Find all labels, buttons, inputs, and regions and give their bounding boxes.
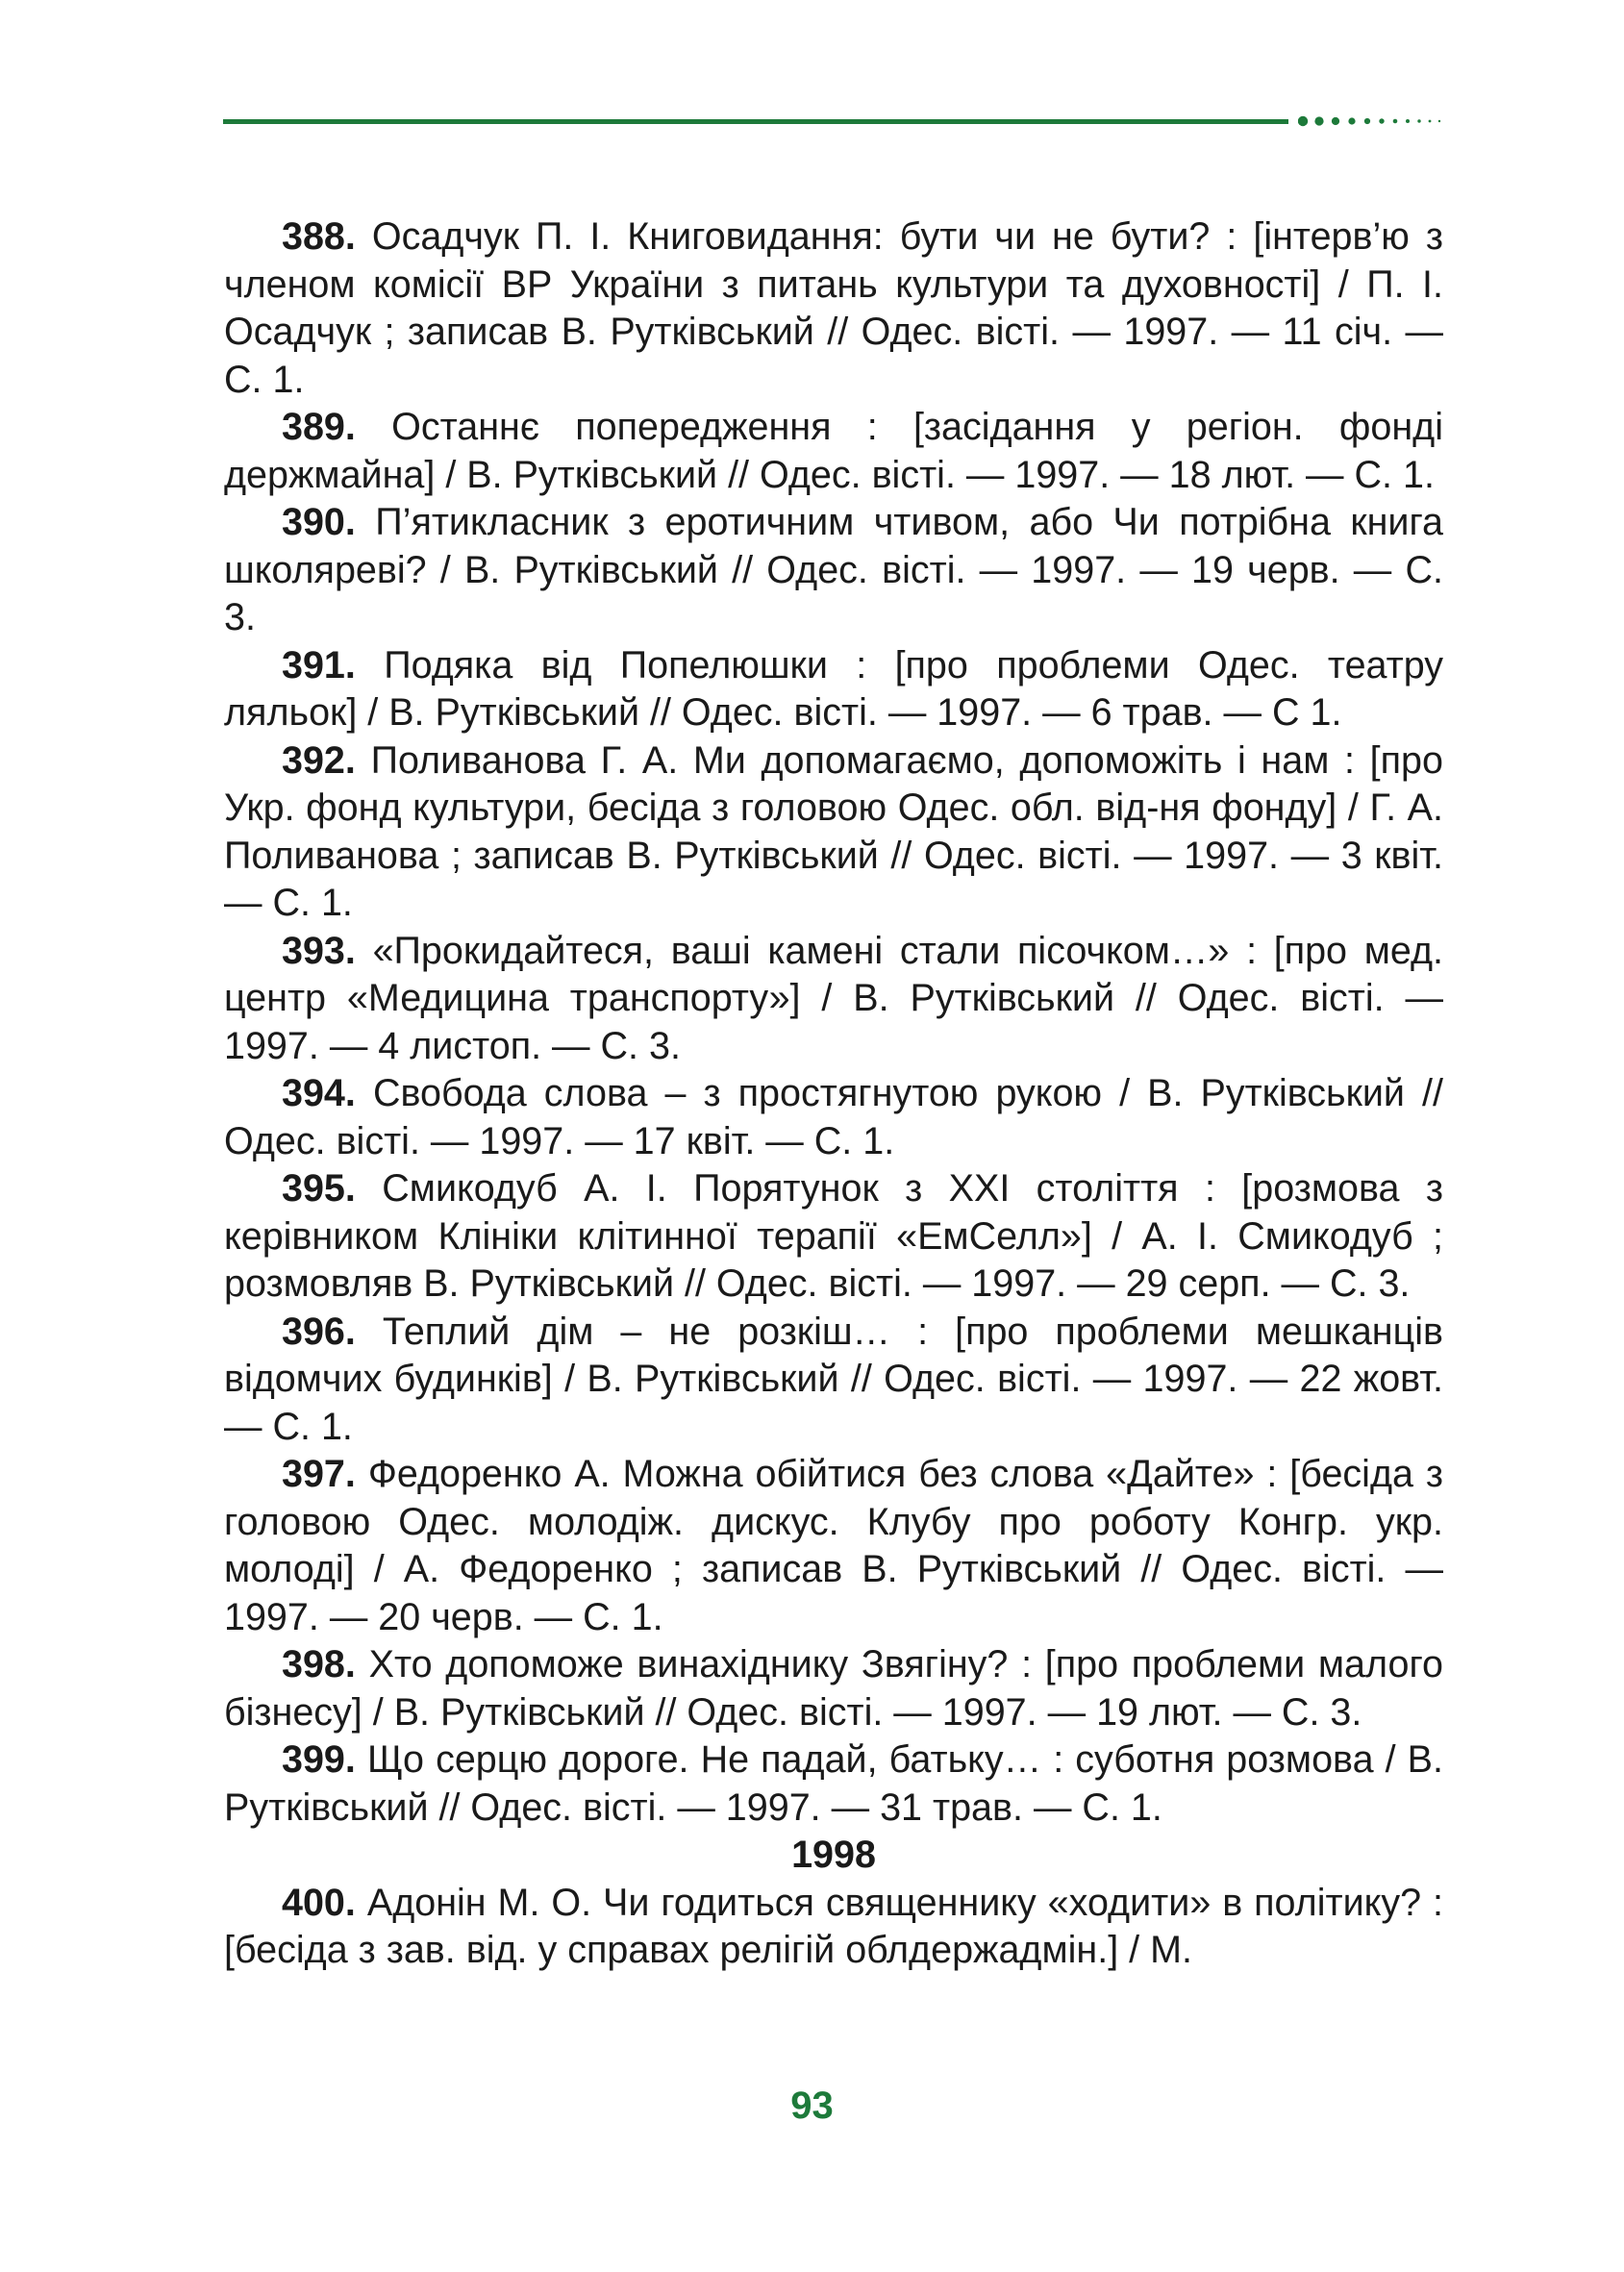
entry-text: Подяка від Попелюшки : [про проблеми Одес. театру ляльок] / В. Рутківський // Одес. вісті. — 1997. — 6 трав. — С 1. bbox=[224, 643, 1443, 734]
bibliography-list bbox=[224, 213, 1443, 1975]
entry-number: 391. bbox=[282, 643, 356, 687]
year-heading: 1998 bbox=[791, 1834, 876, 1876]
bibliography-entry bbox=[224, 1165, 1443, 1309]
bibliography-entry bbox=[224, 928, 1443, 1071]
decorative-dots bbox=[1298, 116, 1440, 126]
entry-number: 398. bbox=[282, 1643, 356, 1685]
bibliography-entry bbox=[224, 1736, 1443, 1832]
entry-number: 390. bbox=[282, 501, 356, 543]
entry-number: 393. bbox=[282, 929, 356, 972]
bibliography-entry bbox=[224, 499, 1443, 642]
bibliography-entry bbox=[224, 213, 1443, 404]
entry-text: П’ятикласник з еротичним чтивом, або Чи потрібна книга школяреві? / В. Рутківський // Одес. вісті. — 1997. — 19 черв. — С. 3. bbox=[224, 501, 1443, 638]
entry-number: 400. bbox=[282, 1881, 356, 1924]
entry-number: 396. bbox=[282, 1310, 356, 1353]
entry-number: 397. bbox=[282, 1453, 356, 1495]
entry-text: Адонін М. О. Чи годиться священнику «ходити» в політику? : [бесіда з зав. від. у справах релігій облдержадмін.] / М. bbox=[224, 1881, 1443, 1971]
entry-text: Хто допоможе винахіднику Звягіну? : [про проблеми малого бізнесу] / В. Рутківський // Одес. вісті. — 1997. — 19 лют. — С. 3. bbox=[224, 1643, 1443, 1734]
page-number: 93 bbox=[790, 2085, 834, 2127]
entry-number: 392. bbox=[282, 738, 356, 782]
bibliography-entry bbox=[224, 1451, 1443, 1641]
bibliography-entry bbox=[224, 404, 1443, 499]
entry-number: 399. bbox=[282, 1738, 356, 1781]
entries-1997 bbox=[224, 213, 1443, 1832]
entry-text: Федоренко А. Можна обійтися без слова «Дайте» : [бесіда з головою Одес. молодіж. дискус. Клубу про роботу Конгр. укр. молоді] / А. Федоренко ; записав В. Рутківський // Одес. вісті. — 1997. — 20 черв. — С. 1. bbox=[224, 1453, 1443, 1638]
bibliography-entry bbox=[224, 1309, 1443, 1452]
bibliography-entry bbox=[224, 642, 1443, 737]
entry-text: Свобода слова – з простягнутою рукою / В. Рутківський // Одес. вісті. — 1997. — 17 квіт. — С. 1. bbox=[224, 1072, 1443, 1162]
header-dot-leader bbox=[1298, 112, 1442, 131]
bibliography-entry bbox=[224, 1880, 1443, 1975]
entry-number: 388. bbox=[282, 215, 356, 258]
bibliography-entry bbox=[224, 1641, 1443, 1736]
entry-number: 389. bbox=[282, 406, 356, 448]
entry-text: «Прокидайтеся, ваші камені стали пісочком…» : [про мед. центр «Медицина транспорту»] / В. Рутківський // Одес. вісті. — 1997. — 4 листоп. — С. 3. bbox=[224, 929, 1443, 1067]
entry-text: Теплий дім – не розкіш… : [про проблеми мешканців відомчих будинків] / В. Рутківський // Одес. вісті. — 1997. — 22 жовт. — С. 1. bbox=[224, 1310, 1443, 1448]
entry-text: Що серцю дороге. Не падай, батьку… : суботня розмова / В. Рутківський // Одес. вісті. — 1997. — 31 трав. — С. 1. bbox=[224, 1738, 1443, 1829]
entry-text: Осадчук П. І. Книговидання: бути чи не бути? : [інтерв’ю з членом комісії ВР України з питань культури та духовності] / П. І. Осадчук ; записав В. Рутківський // Одес. вісті. — 1997. — 11 січ. — С. 1. bbox=[224, 215, 1443, 401]
entry-number: 394. bbox=[282, 1072, 356, 1114]
bibliography-entry bbox=[224, 1070, 1443, 1165]
bibliography-entry bbox=[224, 737, 1443, 928]
entry-text: Поливанова Г. А. Ми допомагаємо, допоможіть і нам : [про Укр. фонд культури, бесіда з головою Одес. обл. від-ня фонду] / Г. А. Поливанова ; записав В. Рутківський // Одес. вісті. — 1997. — 3 квіт. — С. 1. bbox=[224, 738, 1443, 924]
entries-1998 bbox=[224, 1880, 1443, 1975]
header-rule bbox=[223, 119, 1288, 124]
entry-text: Смикодуб А. І. Порятунок з ХХІ століття : [розмова з керівником Клініки клітинної терапії «ЕмСелл»] / А. І. Смикодуб ; розмовляв В. Рутківський // Одес. вісті. — 1997. — 29 серп. — С. 3. bbox=[224, 1167, 1443, 1305]
entry-number: 395. bbox=[282, 1167, 356, 1210]
entry-text: Останнє попередження : [засідання у регіон. фонді держмайна] / В. Рутківський // Одес. вісті. — 1997. — 18 лют. — С. 1. bbox=[224, 406, 1443, 496]
